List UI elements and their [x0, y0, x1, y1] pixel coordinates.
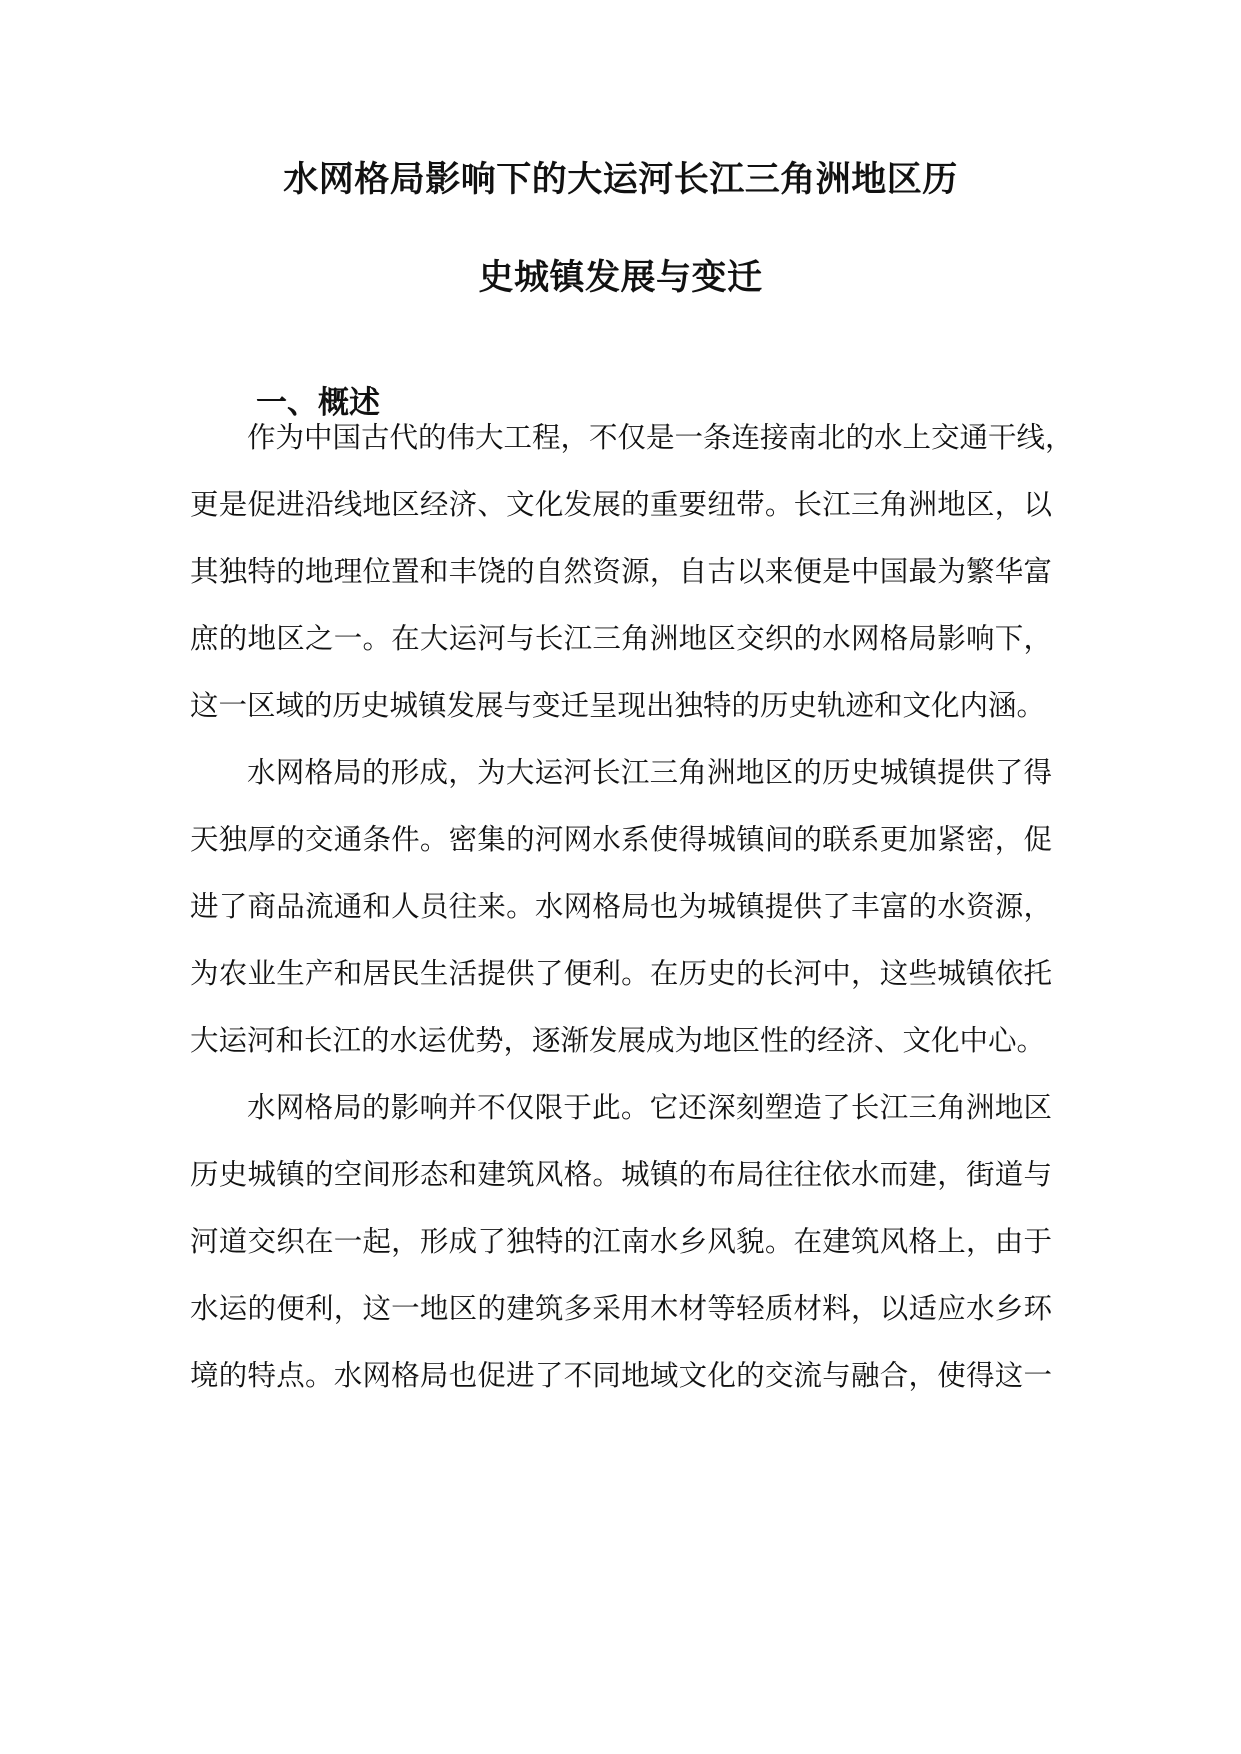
- paragraph-1-line-1: 作为中国古代的伟大工程，不仅是一条连接南北的水上交通干线，: [247, 421, 1074, 454]
- paragraph-2-line-3: 进了商品流通和人员往来。水网格局也为城镇提供了丰富的水资源，: [190, 890, 1052, 923]
- paragraph-3-line-3: 河道交织在一起，形成了独特的江南水乡风貌。在建筑风格上，由于: [190, 1225, 1052, 1258]
- paragraph-1-line-2: 更是促进沿线地区经济、文化发展的重要纽带。长江三角洲地区，以: [190, 488, 1052, 521]
- document-title-line-1: 水网格局影响下的大运河长江三角洲地区历: [283, 159, 958, 200]
- document-title-line-2: 史城镇发展与变迁: [478, 257, 763, 298]
- paragraph-1-line-5: 这一区域的历史城镇发展与变迁呈现出独特的历史轨迹和文化内涵。: [190, 689, 1046, 722]
- paragraph-2-line-1: 水网格局的形成，为大运河长江三角洲地区的历史城镇提供了得: [247, 756, 1052, 789]
- paragraph-3-line-1: 水网格局的影响并不仅限于此。它还深刻塑造了长江三角洲地区: [247, 1091, 1052, 1124]
- paragraph-2-line-4: 为农业生产和居民生活提供了便利。在历史的长河中，这些城镇依托: [190, 957, 1052, 990]
- paragraph-1-line-4: 庶的地区之一。在大运河与长江三角洲地区交织的水网格局影响下，: [190, 622, 1052, 655]
- paragraph-3-line-4: 水运的便利，这一地区的建筑多采用木材等轻质材料，以适应水乡环: [190, 1292, 1052, 1325]
- paragraph-3-line-5: 境的特点。水网格局也促进了不同地域文化的交流与融合，使得这一: [190, 1359, 1052, 1392]
- paragraph-2-line-2: 天独厚的交通条件。密集的河网水系使得城镇间的联系更加紧密，促: [190, 823, 1052, 856]
- section-heading: 一、概述: [256, 385, 380, 421]
- paragraph-1-line-3: 其独特的地理位置和丰饶的自然资源，自古以来便是中国最为繁华富: [190, 555, 1052, 588]
- paragraph-2-line-5: 大运河和长江的水运优势，逐渐发展成为地区性的经济、文化中心。: [190, 1024, 1046, 1057]
- paragraph-3-line-2: 历史城镇的空间形态和建筑风格。城镇的布局往往依水而建，街道与: [190, 1158, 1052, 1191]
